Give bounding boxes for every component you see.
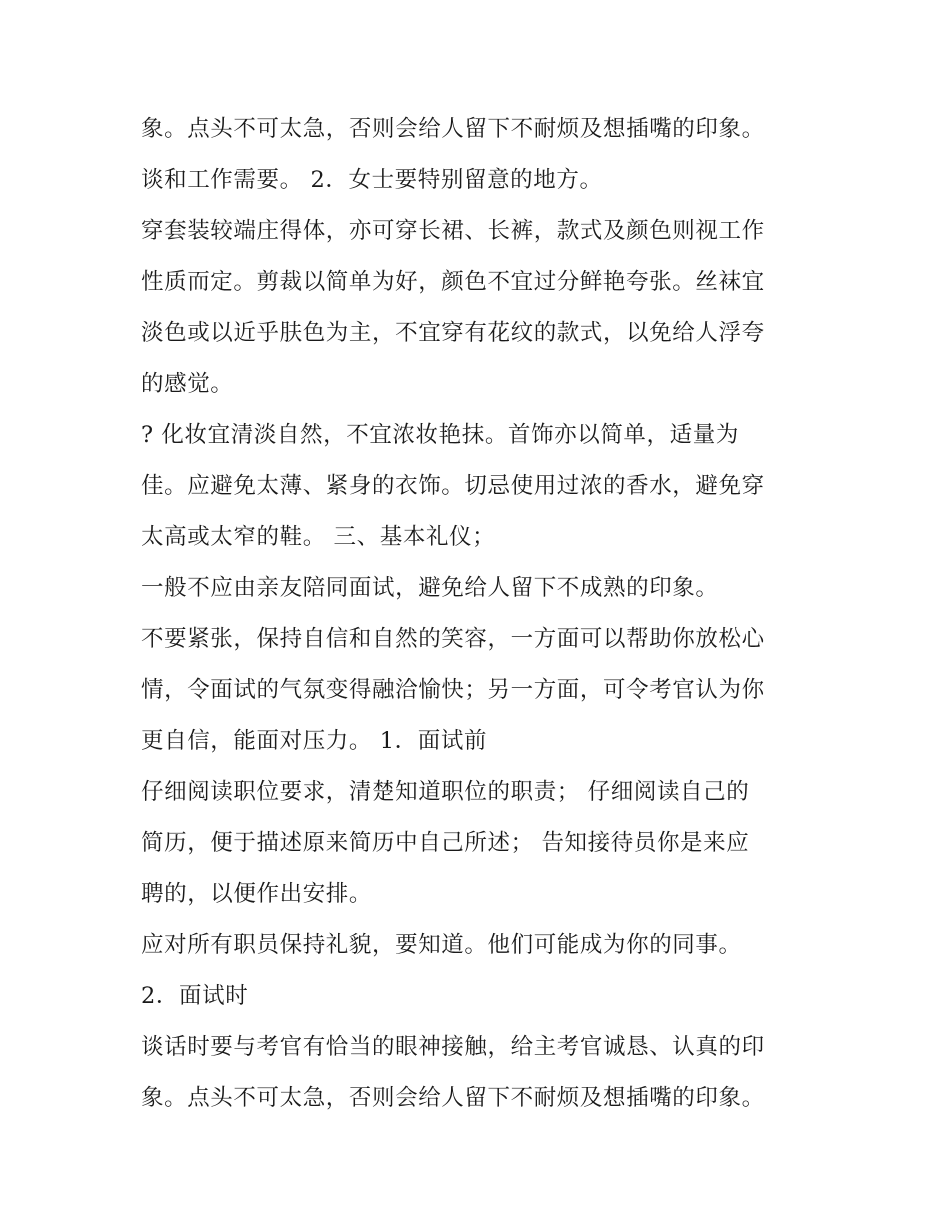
text-line: 穿套装较端庄得体，亦可穿长裙、长裤，款式及颜色则视工作 xyxy=(141,218,765,244)
text-line: 更自信，能面对压力。 1．面试前 xyxy=(141,728,488,754)
text-line: 谈和工作需要。 2．女士要特别留意的地方。 xyxy=(141,167,603,193)
text-line: ? 化妆宜清淡自然，不宜浓妆艳抹。首饰亦以简单，适量为 xyxy=(141,422,739,448)
text-line: 情，令面试的气氛变得融洽愉快；另一方面，可令考官认为你 xyxy=(141,677,765,703)
text-line: 象。点头不可太急，否则会给人留下不耐烦及想插嘴的印象。 xyxy=(141,1085,765,1111)
text-line: 太高或太窄的鞋。 三、基本礼仪； xyxy=(141,524,496,550)
text-line: 不要紧张，保持自信和自然的笑容，一方面可以帮助你放松心 xyxy=(141,626,765,652)
text-line: 的感觉。 xyxy=(141,371,234,397)
text-line: 简历，便于描述原来简历中自己所述； 告知接待员你是来应 xyxy=(141,830,750,856)
text-line: 聘的，以便作出安排。 xyxy=(141,881,373,907)
text-line: 淡色或以近乎肤色为主，不宜穿有花纹的款式，以免给人浮夸 xyxy=(141,320,765,346)
text-line: 谈话时要与考官有恰当的眼神接触，给主考官诚恳、认真的印 xyxy=(141,1034,765,1060)
document-body xyxy=(141,104,831,1124)
text-line: 一般不应由亲友陪同面试，避免给人留下不成熟的印象。 xyxy=(141,575,719,601)
text-line: 佳。应避免太薄、紧身的衣饰。切忌使用过浓的香水，避免穿 xyxy=(141,473,765,499)
text-line: 应对所有职员保持礼貌，要知道。他们可能成为你的同事。 xyxy=(141,932,742,958)
text-line: 2．面试时 xyxy=(141,983,249,1009)
text-line: 仔细阅读职位要求，清楚知道职位的职责； 仔细阅读自己的 xyxy=(141,779,750,805)
text-line: 性质而定。剪裁以简单为好，颜色不宜过分鲜艳夸张。丝袜宜 xyxy=(141,269,765,295)
text-line: 象。点头不可太急，否则会给人留下不耐烦及想插嘴的印象。 xyxy=(141,116,765,142)
